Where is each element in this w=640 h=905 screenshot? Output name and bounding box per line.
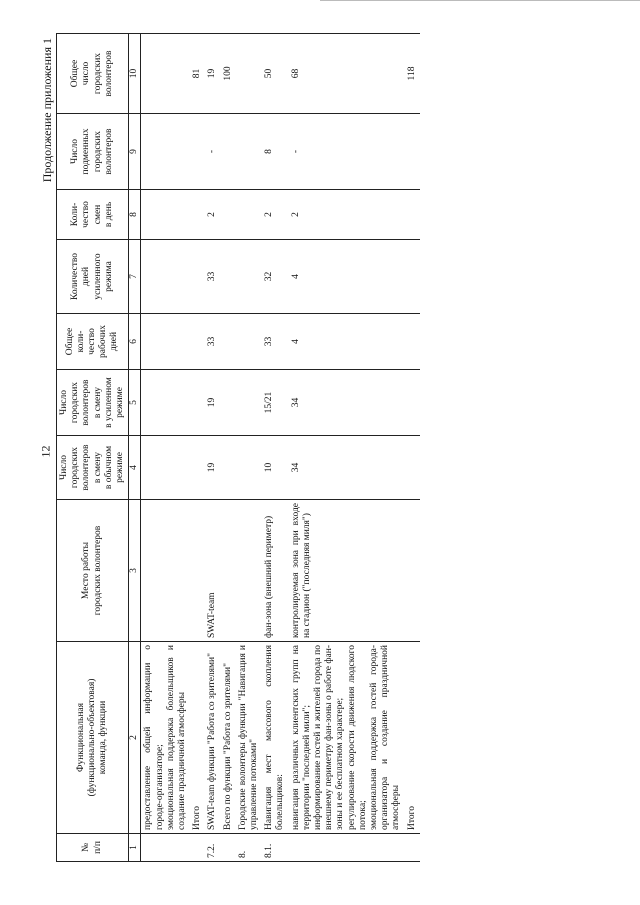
row-function: Итого bbox=[405, 642, 420, 834]
row-intensive-shift bbox=[405, 370, 420, 436]
col-number: 9 bbox=[129, 114, 141, 190]
table-row bbox=[205, 34, 220, 862]
row-work-days bbox=[190, 314, 205, 370]
volunteers-table bbox=[56, 33, 420, 862]
rotated-page-content bbox=[40, 32, 620, 862]
row-work-days bbox=[221, 314, 236, 370]
header-reserve: Число подменных городских волонтеров bbox=[57, 114, 129, 190]
row-place: контролируемая зона при входе на стадион ("последняя миля") bbox=[289, 500, 405, 642]
row-intensive-days bbox=[405, 240, 420, 314]
col-number: 1 bbox=[129, 834, 141, 862]
row-reserve: 8 bbox=[262, 114, 288, 190]
row-normal-shift bbox=[405, 436, 420, 500]
row-reserve bbox=[405, 114, 420, 190]
row-normal-shift bbox=[221, 436, 236, 500]
row-place bbox=[236, 500, 262, 642]
col-number: 10 bbox=[129, 34, 141, 114]
row-shifts bbox=[190, 190, 205, 240]
row-total: 19 bbox=[205, 34, 220, 114]
row-shifts: 2 bbox=[262, 190, 288, 240]
row-intensive-days bbox=[236, 240, 262, 314]
continuation-label: Продолжение приложения 1 bbox=[40, 38, 54, 183]
row-place: фан-зона (внешний периметр) bbox=[262, 500, 288, 642]
row-shifts: 2 bbox=[205, 190, 220, 240]
col-number: 3 bbox=[129, 500, 141, 642]
row-shifts bbox=[141, 190, 190, 240]
row-place: SWAT-team bbox=[205, 500, 220, 642]
header-row bbox=[57, 34, 129, 862]
col-number: 5 bbox=[129, 370, 141, 436]
row-intensive-days bbox=[190, 240, 205, 314]
col-number: 6 bbox=[129, 314, 141, 370]
table-row bbox=[190, 34, 205, 862]
header-intensive-shift: Число городских волонтеров в смену в усиленном режиме bbox=[57, 370, 129, 436]
row-reserve bbox=[141, 114, 190, 190]
row-intensive-shift: 15/21 bbox=[262, 370, 288, 436]
row-total bbox=[236, 34, 262, 114]
table-row bbox=[236, 34, 262, 862]
row-shifts bbox=[221, 190, 236, 240]
table-row bbox=[289, 34, 405, 862]
header-work-days: Общее коли- чество рабочих дней bbox=[57, 314, 129, 370]
table-row bbox=[405, 34, 420, 862]
header-shifts-per-day: Коли- чество смен в день bbox=[57, 190, 129, 240]
row-work-days bbox=[141, 314, 190, 370]
row-intensive-shift bbox=[141, 370, 190, 436]
row-num bbox=[141, 834, 190, 862]
row-function: Навигация мест массового скопления болельщиков: bbox=[262, 642, 288, 834]
row-place bbox=[221, 500, 236, 642]
row-reserve bbox=[236, 114, 262, 190]
header-normal-shift: Число городских волонтеров в смену в обычном режиме bbox=[57, 436, 129, 500]
row-intensive-days: 4 bbox=[289, 240, 405, 314]
header-num: № п/п bbox=[57, 834, 129, 862]
row-num: 8. bbox=[236, 834, 262, 862]
row-shifts bbox=[405, 190, 420, 240]
row-function: Итого bbox=[190, 642, 205, 834]
row-total: 100 bbox=[221, 34, 236, 114]
top-rule bbox=[320, 0, 640, 1]
row-place bbox=[405, 500, 420, 642]
row-num bbox=[190, 834, 205, 862]
row-intensive-shift bbox=[221, 370, 236, 436]
col-number: 2 bbox=[129, 642, 141, 834]
row-total: 118 bbox=[405, 34, 420, 114]
row-num bbox=[405, 834, 420, 862]
row-intensive-shift: 19 bbox=[205, 370, 220, 436]
row-intensive-days: 33 bbox=[205, 240, 220, 314]
row-normal-shift: 34 bbox=[289, 436, 405, 500]
row-normal-shift bbox=[141, 436, 190, 500]
row-work-days bbox=[236, 314, 262, 370]
row-reserve bbox=[221, 114, 236, 190]
row-intensive-days bbox=[141, 240, 190, 314]
row-work-days bbox=[405, 314, 420, 370]
row-normal-shift: 10 bbox=[262, 436, 288, 500]
header-place: Место работы городских волонтеров bbox=[57, 500, 129, 642]
row-intensive-days bbox=[221, 240, 236, 314]
row-function: Всего по функции "Работа со зрителями" bbox=[221, 642, 236, 834]
table-row bbox=[262, 34, 288, 862]
row-function: предоставление общей информации о городе-организаторе; эмоциональная поддержка болельщиков и создание праздничной атмосферы bbox=[141, 642, 190, 834]
row-normal-shift bbox=[236, 436, 262, 500]
row-shifts: 2 bbox=[289, 190, 405, 240]
row-intensive-days: 32 bbox=[262, 240, 288, 314]
row-place bbox=[141, 500, 190, 642]
row-num: 8.1. bbox=[262, 834, 288, 862]
table-row bbox=[141, 34, 190, 862]
row-reserve: - bbox=[289, 114, 405, 190]
row-total: 68 bbox=[289, 34, 405, 114]
table-row bbox=[221, 34, 236, 862]
row-function: навигация различных клиентских групп на территории "последней мили"; информирование гостей и жителей города по внешнему периметру фан-зоны о работе фан-зоны и ее бесплатном характере; регулирование скорости движения людского потока; эмоциональная поддержка гостей города-организатора и создание праздничной атмосферы bbox=[289, 642, 405, 834]
row-work-days: 4 bbox=[289, 314, 405, 370]
row-work-days: 33 bbox=[262, 314, 288, 370]
row-num bbox=[221, 834, 236, 862]
row-intensive-shift bbox=[236, 370, 262, 436]
col-number: 4 bbox=[129, 436, 141, 500]
row-normal-shift: 19 bbox=[205, 436, 220, 500]
header-total: Общее число городских волонтеров bbox=[57, 34, 129, 114]
col-number: 8 bbox=[129, 190, 141, 240]
row-work-days: 33 bbox=[205, 314, 220, 370]
row-function: Городские волонтеры функции "Навигация и управление потоками" bbox=[236, 642, 262, 834]
row-function: SWAT-team функции "Работа со зрителями" bbox=[205, 642, 220, 834]
row-normal-shift bbox=[190, 436, 205, 500]
page-number: 12 bbox=[38, 445, 53, 458]
header-function: Функциональная (функционально-объектовая) команда, функции bbox=[57, 642, 129, 834]
row-total bbox=[141, 34, 190, 114]
row-total: 50 bbox=[262, 34, 288, 114]
row-reserve: - bbox=[205, 114, 220, 190]
row-num: 7.2. bbox=[205, 834, 220, 862]
row-num bbox=[289, 834, 405, 862]
col-number: 7 bbox=[129, 240, 141, 314]
row-shifts bbox=[236, 190, 262, 240]
column-number-row bbox=[129, 34, 141, 862]
row-reserve bbox=[190, 114, 205, 190]
header-intensive-days: Количество дней усиленного режима bbox=[57, 240, 129, 314]
row-intensive-shift: 34 bbox=[289, 370, 405, 436]
row-intensive-shift bbox=[190, 370, 205, 436]
row-total: 81 bbox=[190, 34, 205, 114]
row-place bbox=[190, 500, 205, 642]
